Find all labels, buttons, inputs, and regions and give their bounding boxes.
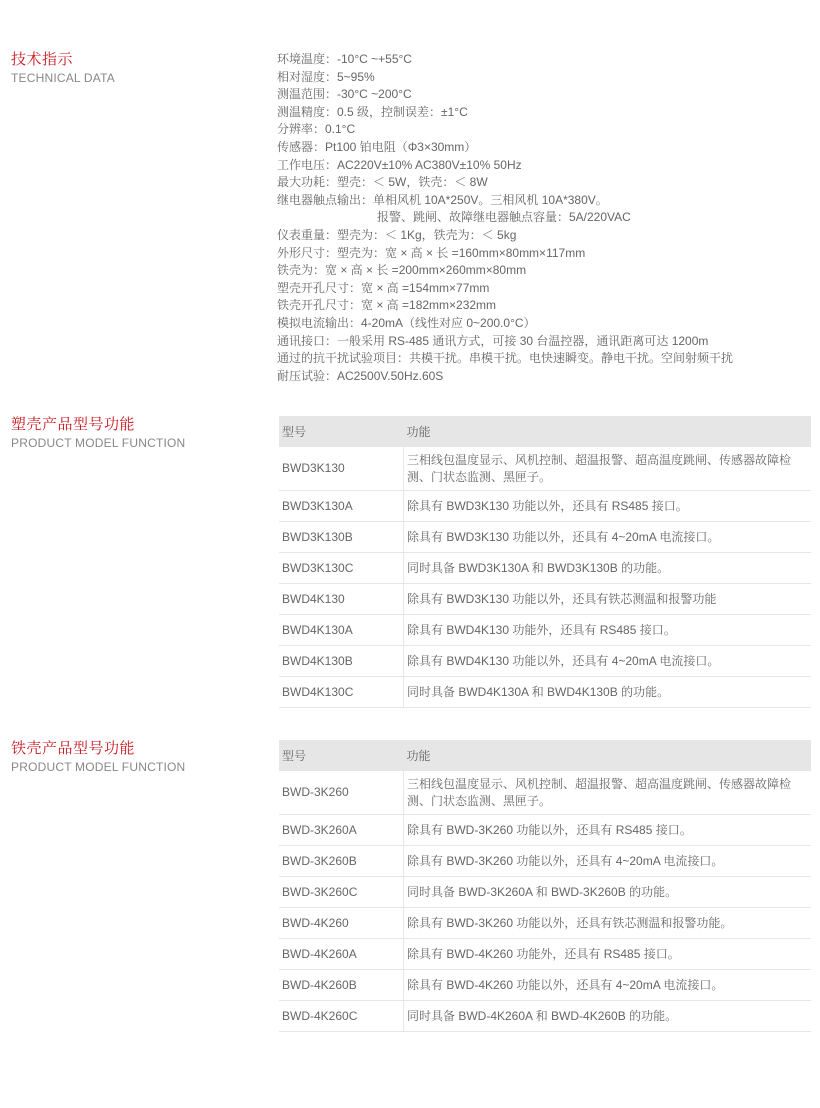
table-header-row (279, 416, 811, 447)
spec-item: 模拟电流输出：4-20mA（线性对应 0~200.0°C） (277, 315, 536, 330)
table-row (279, 771, 811, 815)
model-cell: BWD3K130 (279, 447, 404, 491)
spec-item: 分辨率：0.1°C (277, 122, 356, 137)
column-header-model: 型号 (279, 416, 404, 447)
spec-item: 铁壳为：宽 × 高 × 长 =200mm×260mm×80mm (277, 263, 527, 278)
plastic-model-table (279, 416, 811, 708)
spec-item: 继电器触点输出：单相风机 10A*250V。三相风机 10A*380V。 (277, 192, 608, 207)
model-cell: BWD4K130C (279, 677, 404, 708)
function-cell: 同时具备 BWD3K130A 和 BWD3K130B 的功能。 (404, 553, 812, 584)
model-cell: BWD3K130C (279, 553, 404, 584)
spec-item: 环境温度：-10°C ~+55°C (277, 52, 412, 66)
table-row (279, 846, 811, 877)
spec-item: 测温精度：0.5 级，控制误差：±1°C (277, 104, 468, 119)
table-row (279, 1001, 811, 1032)
spec-item: 外形尺寸：塑壳为：宽 × 高 × 长 =160mm×80mm×117mm (277, 245, 586, 260)
spec-item: 仪表重量：塑壳为：＜ 1Kg，铁壳为：＜ 5kg (277, 227, 517, 242)
spec-item: 相对湿度：5~95% (277, 69, 375, 84)
function-cell: 除具有 BWD3K130 功能以外，还具有 4~20mA 电流接口。 (404, 522, 812, 553)
table-row (279, 491, 811, 522)
spec-item: 通过的抗干扰试验项目：共模干扰。串模干扰。电快速瞬变。静电干扰。空间射频干扰 (277, 351, 734, 366)
column-header-function: 功能 (404, 740, 812, 771)
table-row (279, 815, 811, 846)
table-row (279, 908, 811, 939)
function-cell: 除具有 BWD-4K260 功能以外，还具有 4~20mA 电流接口。 (404, 970, 812, 1001)
spec-item: 最大功耗：塑壳：＜ 5W，铁壳：＜ 8W (277, 175, 488, 190)
iron-model-title: 铁壳产品型号功能 (11, 740, 136, 757)
function-cell: 除具有 BWD4K130 功能外，还具有 RS485 接口。 (404, 615, 812, 646)
function-cell: 除具有 BWD-3K260 功能以外，还具有 RS485 接口。 (404, 815, 812, 846)
function-cell: 三相线包温度显示、风机控制、超温报警、超高温度跳闸、传感器故障检测、门状态监测、黑匣子。 (404, 771, 812, 815)
iron-model-subtitle: PRODUCT MODEL FUNCTION (11, 760, 186, 774)
function-cell: 除具有 BWD-3K260 功能以外，还具有铁芯测温和报警功能。 (404, 908, 812, 939)
table-row (279, 447, 811, 491)
spec-item: 报警、跳闸、故障继电器触点容量：5A/220VAC (377, 210, 631, 225)
spec-item: 耐压试验：AC2500V.50Hz.60S (277, 368, 444, 383)
technical-data-heading (11, 51, 115, 86)
function-cell: 三相线包温度显示、风机控制、超温报警、超高温度跳闸、传感器故障检测、门状态监测、黑匣子。 (404, 447, 812, 491)
model-cell: BWD-4K260C (279, 1001, 404, 1032)
model-cell: BWD4K130 (279, 584, 404, 615)
spec-item: 测温范围：-30°C ~200°C (277, 87, 412, 102)
column-header-function: 功能 (404, 416, 812, 447)
table-row (279, 970, 811, 1001)
spec-item: 传感器：Pt100 铂电阻（Φ3×30mm） (277, 139, 477, 154)
function-cell: 除具有 BWD-4K260 功能外，还具有 RS485 接口。 (404, 939, 812, 970)
spec-list (277, 51, 733, 385)
technical-data-title: 技术指示 (11, 51, 74, 68)
table-header-row (279, 740, 811, 771)
function-cell: 除具有 BWD-3K260 功能以外，还具有 4~20mA 电流接口。 (404, 846, 812, 877)
model-cell: BWD4K130B (279, 646, 404, 677)
plastic-model-heading (11, 416, 185, 451)
spec-item: 塑壳开孔尺寸：宽 × 高 =154mm×77mm (277, 280, 490, 295)
function-cell: 除具有 BWD4K130 功能以外，还具有 4~20mA 电流接口。 (404, 646, 812, 677)
model-cell: BWD-3K260C (279, 877, 404, 908)
spec-item: 工作电压：AC220V±10% AC380V±10% 50Hz (277, 157, 522, 172)
model-cell: BWD-4K260 (279, 908, 404, 939)
model-cell: BWD4K130A (279, 615, 404, 646)
table-row (279, 522, 811, 553)
spec-item: 通讯接口：一般采用 RS-485 通讯方式，可接 30 台温控器，通讯距离可达 1200m (277, 333, 709, 348)
table-row (279, 553, 811, 584)
model-cell: BWD-4K260B (279, 970, 404, 1001)
iron-model-heading (11, 740, 185, 775)
model-cell: BWD-3K260B (279, 846, 404, 877)
model-cell: BWD3K130A (279, 491, 404, 522)
table-row (279, 939, 811, 970)
model-cell: BWD3K130B (279, 522, 404, 553)
column-header-model: 型号 (279, 740, 404, 771)
plastic-model-title: 塑壳产品型号功能 (11, 416, 136, 433)
plastic-model-subtitle: PRODUCT MODEL FUNCTION (11, 436, 186, 450)
model-cell: BWD-3K260 (279, 771, 404, 815)
spec-item: 铁壳开孔尺寸：宽 × 高 =182mm×232mm (277, 298, 497, 313)
technical-data-subtitle: TECHNICAL DATA (11, 71, 115, 85)
function-cell: 同时具备 BWD-4K260A 和 BWD-4K260B 的功能。 (404, 1001, 812, 1032)
function-cell: 同时具备 BWD4K130A 和 BWD4K130B 的功能。 (404, 677, 812, 708)
function-cell: 同时具备 BWD-3K260A 和 BWD-3K260B 的功能。 (404, 877, 812, 908)
table-row (279, 877, 811, 908)
table-row (279, 584, 811, 615)
table-row (279, 615, 811, 646)
function-cell: 除具有 BWD3K130 功能以外，还具有铁芯测温和报警功能 (404, 584, 812, 615)
function-cell: 除具有 BWD3K130 功能以外，还具有 RS485 接口。 (404, 491, 812, 522)
model-cell: BWD-3K260A (279, 815, 404, 846)
table-row (279, 646, 811, 677)
model-cell: BWD-4K260A (279, 939, 404, 970)
table-row (279, 677, 811, 708)
iron-model-table (279, 740, 811, 1032)
